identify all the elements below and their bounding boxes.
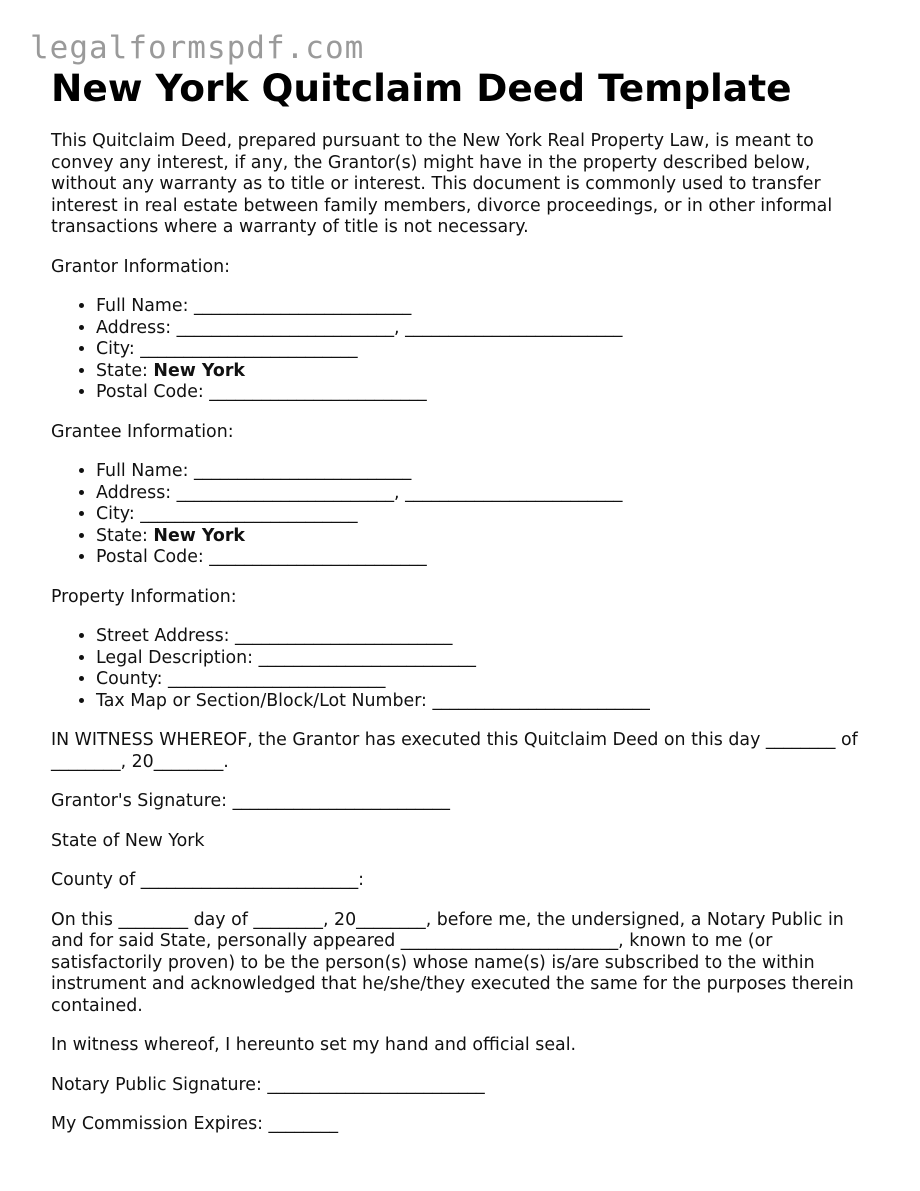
county-of-line: County of _________________________: xyxy=(51,870,364,890)
site-watermark: legalformspdf.com xyxy=(30,30,365,66)
document-title: New York Quitclaim Deed Template xyxy=(51,66,792,110)
property-county-field: • County: _________________________ xyxy=(96,669,881,691)
document-body xyxy=(51,66,881,1136)
grantor-signature-line: Grantor's Signature: _________________________ xyxy=(51,791,450,811)
notary-signature-line: Notary Public Signature: _________________________ xyxy=(51,1074,485,1095)
grantor-city-field: • City: _________________________ xyxy=(96,339,881,361)
grantee-state-label: State: xyxy=(96,525,154,546)
grantor-state-label: State: xyxy=(96,360,154,381)
grantee-state-value: New York xyxy=(153,525,245,546)
grantor-full-name-field: • Full Name: _________________________ xyxy=(96,296,881,318)
witness-paragraph: IN WITNESS WHEREOF, the Grantor has executed this Quitclaim Deed on this day ________ of ________, 20________. xyxy=(51,730,858,772)
notary-acknowledgment-paragraph: On this ________ day of ________, 20________, before me, the undersigned, a Notary Public in and for said State, personally appeared _________________________, known to me (or satisfactorily proven) to be the person(s) whose name(s) is/are subscribed to the within instrument and acknowledged that he/she/they executed the same for the purposes therein contained. xyxy=(51,909,854,1016)
grantor-address-field: • Address: _________________________, _________________________ xyxy=(96,318,881,340)
grantee-list xyxy=(51,461,881,569)
commission-expires-line: My Commission Expires: ________ xyxy=(51,1114,339,1134)
property-street-address-field: • Street Address: _________________________ xyxy=(96,626,881,648)
property-heading: Property Information: xyxy=(51,586,237,607)
grantor-postal-code-field: • Postal Code: _________________________ xyxy=(96,382,881,404)
state-of-line: State of New York xyxy=(51,830,205,851)
property-tax-map-field: • Tax Map or Section/Block/Lot Number: _________________________ xyxy=(96,691,881,713)
grantee-heading: Grantee Information: xyxy=(51,421,234,442)
grantee-address-field: • Address: _________________________, _________________________ xyxy=(96,483,881,505)
grantor-heading: Grantor Information: xyxy=(51,256,230,277)
grantor-state-field xyxy=(96,361,881,383)
grantee-city-field: • City: _________________________ xyxy=(96,504,881,526)
grantor-state-value: New York xyxy=(153,360,245,381)
grantor-list xyxy=(51,296,881,404)
official-seal-statement: In witness whereof, I hereunto set my hand and official seal. xyxy=(51,1035,577,1055)
grantee-state-field xyxy=(96,526,881,548)
grantee-full-name-field: • Full Name: _________________________ xyxy=(96,461,881,483)
property-legal-description-field: • Legal Description: _________________________ xyxy=(96,648,881,670)
grantee-postal-code-field: • Postal Code: _________________________ xyxy=(96,547,881,569)
intro-paragraph: This Quitclaim Deed, prepared pursuant to the New York Real Property Law, is meant to convey any interest, if any, the Grantor(s) might have in the property described below, without any warranty as to title or interest. This document is commonly used to transfer interest in real estate between family members, divorce proceedings, or in other informal transactions where a warranty of title is not necessary. xyxy=(51,131,833,237)
property-list xyxy=(51,626,881,712)
